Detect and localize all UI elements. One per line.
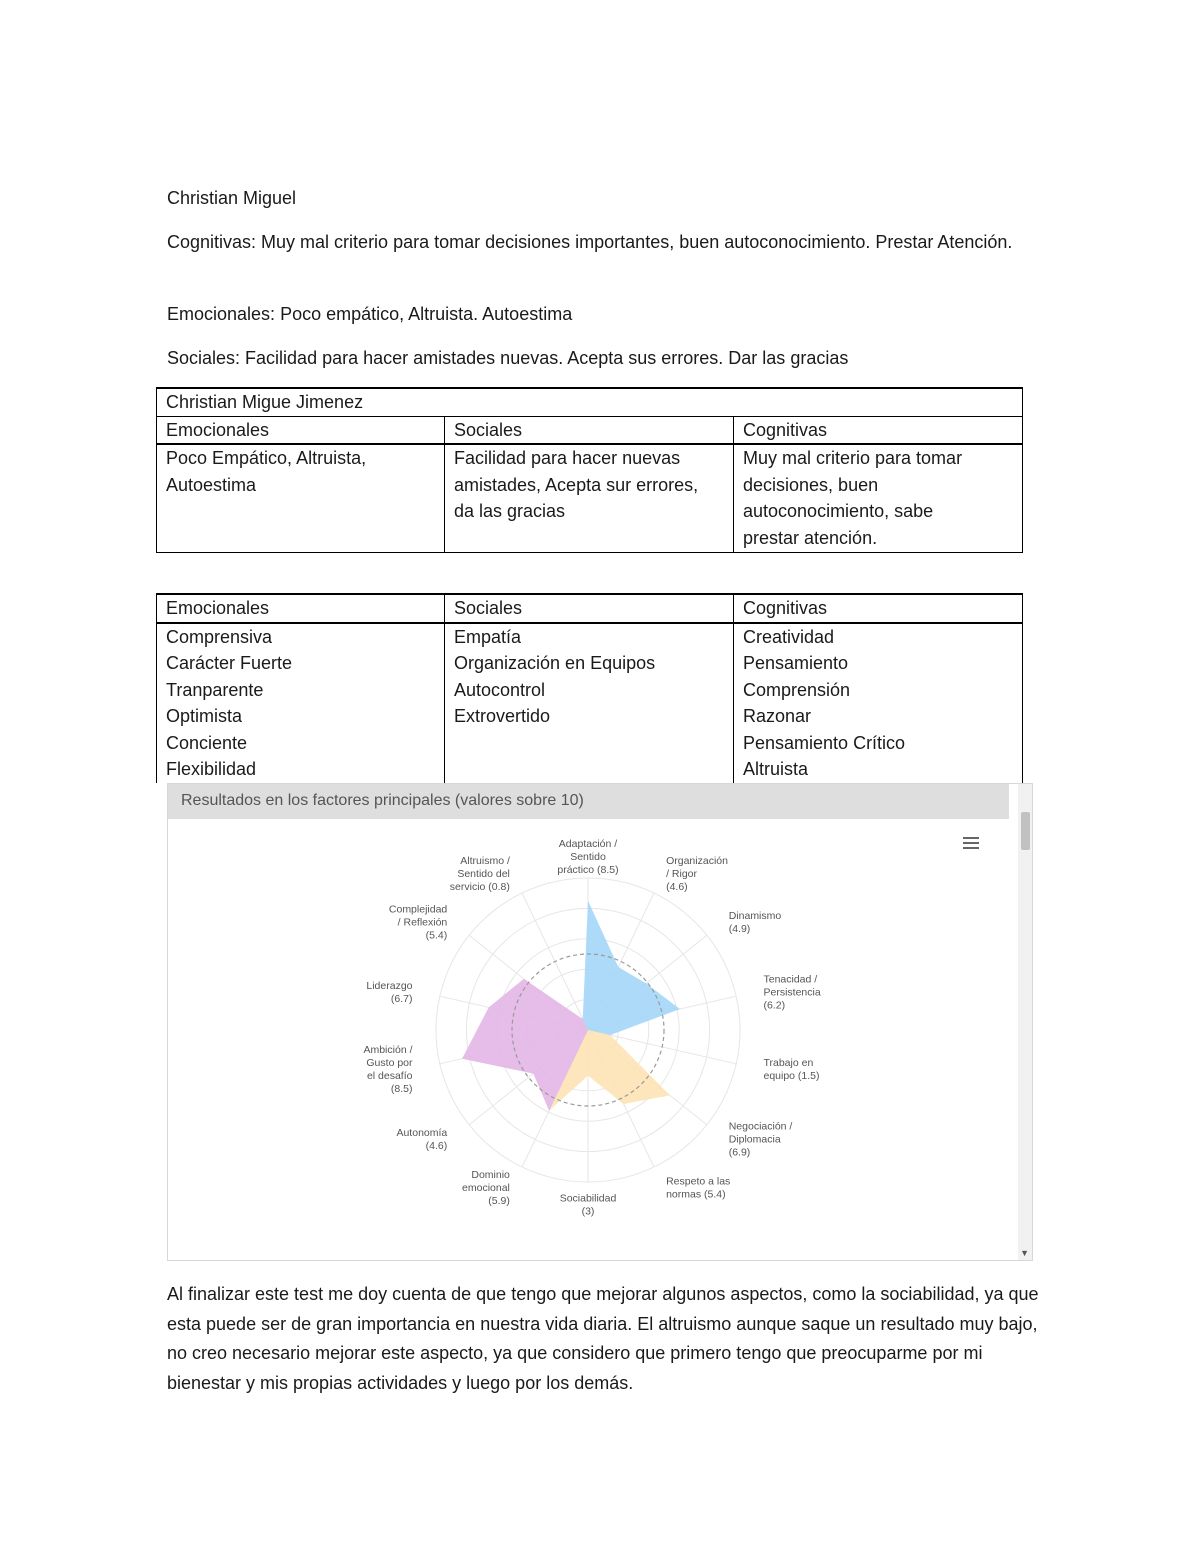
axis-label <box>763 1057 819 1082</box>
traits-header-cognitivas: Cognitivas <box>734 594 1023 623</box>
cell-line: Comprensión <box>743 679 851 700</box>
axis-label-line: / Rigor <box>666 868 698 881</box>
chart-screenshot <box>167 783 1033 1261</box>
traits-cell-emocionales <box>157 623 445 783</box>
traits-cell-cognitivas <box>734 623 1023 783</box>
axis-label-line: Ambición / <box>363 1044 413 1057</box>
axis-label-line: (6.7) <box>390 992 413 1005</box>
cell-line: da las gracias <box>454 501 566 521</box>
axis-label <box>389 904 448 942</box>
axis-label-line: (8.5) <box>390 1083 413 1096</box>
axis-label-line: Sociabilidad <box>559 1192 617 1205</box>
axis-label-line: (6.9) <box>728 1146 751 1159</box>
axis-label-line: el desafío <box>366 1070 413 1083</box>
axis-label-line: Persistencia <box>763 986 821 999</box>
summary-cell-emocionales <box>157 444 445 552</box>
axis-label-line: Gusto por <box>366 1057 413 1070</box>
axis-label-line: Tenacidad / <box>763 973 818 986</box>
axis-label-line: (6.2) <box>763 999 786 1012</box>
axis-label <box>763 973 820 1011</box>
axis-label-line: (3) <box>581 1205 595 1218</box>
axis-label-line: (4.6) <box>666 881 688 894</box>
cell-line: Pensamiento Crítico <box>743 732 906 753</box>
cell-line: prestar atención. <box>743 527 878 548</box>
profile-name: Christian Miguel <box>167 188 297 208</box>
cell-line: autoconocimiento, sabe <box>743 501 934 521</box>
cell-line: Razonar <box>743 706 812 726</box>
axis-label <box>729 910 782 935</box>
summary-cell-sociales <box>445 444 734 552</box>
cell-line: Autocontrol <box>454 679 546 700</box>
traits-header-sociales: Sociales <box>445 594 734 623</box>
traits-header-emocionales: Emocionales <box>157 594 445 623</box>
axis-label <box>450 855 510 893</box>
cell-line: Pensamiento <box>743 653 849 673</box>
summary-header-sociales: Sociales <box>445 416 734 444</box>
axis-label <box>666 855 728 893</box>
cell-line: Creatividad <box>743 626 835 647</box>
cell-line: Altruista <box>743 759 809 779</box>
axis-label-line: Sentido del <box>457 868 510 881</box>
axis-label-line: normas (5.4) <box>666 1188 726 1201</box>
axis-label-line: emocional <box>462 1181 510 1194</box>
cognitivas-text: Muy mal criterio para tomar decisiones importantes, buen autoconocimiento. Prestar Atención. <box>256 232 1013 252</box>
summary-header-emocionales: Emocionales <box>157 416 445 444</box>
axis-label-line: servicio (0.8) <box>449 881 510 894</box>
axis-label <box>462 1169 510 1207</box>
axis-label-line: Adaptación / <box>558 838 618 850</box>
conclusion-paragraph: Al finalizar este test me doy cuenta de que tengo que mejorar algunos aspectos, como la sociabilidad, ya que esta puede ser de gran importancia en nuestra vida diaria. El altruismo aunque saque un resultado muy bajo, no creo necesario mejorar este aspecto, ya que considero que primero tengo que preocuparme por mi bienestar y mis propias actividades y luego por los demás. <box>167 1284 1039 1393</box>
cell-line: Tranparente <box>166 679 264 700</box>
traits-cell-sociales <box>445 623 734 783</box>
axis-label-line: Organización <box>666 855 728 868</box>
sociales-text: Facilidad para hacer amistades nuevas. Acepta sus errores. Dar las gracias <box>240 348 849 368</box>
axis-label <box>363 1044 413 1095</box>
axis-label-line: Sentido <box>570 851 606 863</box>
axis-label-line: / Reflexión <box>397 916 448 929</box>
summary-table <box>156 387 1023 553</box>
axis-label-line: Dinamismo <box>728 910 782 923</box>
axis-label <box>396 1127 447 1152</box>
cell-line: Organización en Equipos <box>454 653 656 673</box>
traits-table <box>156 593 1023 783</box>
scroll-down-arrow-icon[interactable]: ▼ <box>1020 1248 1029 1258</box>
axis-label-line: práctico (8.5) <box>557 864 619 876</box>
axis-label-line: (5.9) <box>488 1194 510 1207</box>
axis-label-line: Complejidad <box>388 903 448 916</box>
chart-title: Resultados en los factores principales (valores sobre 10) <box>168 784 1009 819</box>
emocionales-label: Emocionales: <box>167 304 276 324</box>
emocionales-text: Poco empático, Altruista. Autoestima <box>275 304 573 324</box>
axis-label <box>557 838 618 876</box>
cell-line: Carácter Fuerte <box>166 653 293 673</box>
cell-line: amistades, Acepta sur errores, <box>454 474 699 495</box>
axis-label-line: Negociación / <box>728 1120 793 1133</box>
cell-line: Comprensiva <box>166 626 273 647</box>
axis-label-line: Dominio <box>471 1168 510 1181</box>
axis-label <box>729 1120 793 1158</box>
axis-label-line: (5.4) <box>425 929 448 942</box>
axis-label-line: Diplomacia <box>728 1133 781 1146</box>
sociales-label: Sociales: <box>167 348 241 368</box>
cell-line: Muy mal criterio para tomar <box>743 448 963 468</box>
scrollbar-thumb[interactable] <box>1021 812 1030 850</box>
cell-line: Empatía <box>454 626 522 647</box>
summary-cell-cognitivas <box>734 444 1023 552</box>
cell-line: Poco Empático, Altruista, <box>166 448 367 468</box>
axis-label-line: Autonomía <box>396 1126 448 1139</box>
summary-header-cognitivas: Cognitivas <box>734 416 1023 444</box>
emocionales-paragraph <box>167 300 1047 328</box>
cell-line: Facilidad para hacer nuevas <box>454 448 681 468</box>
axis-label-line: (4.9) <box>728 923 751 936</box>
radar-chart <box>168 819 1009 1259</box>
axis-label-line: equipo (1.5) <box>763 1070 820 1083</box>
cell-line: decisiones, buen <box>743 474 879 495</box>
axis-label-line: Liderazgo <box>366 979 413 992</box>
cell-line: Conciente <box>166 732 248 753</box>
cell-line: Extrovertido <box>454 706 551 726</box>
axis-label <box>366 980 412 1005</box>
sociales-paragraph <box>167 344 1047 372</box>
axis-label <box>666 1175 730 1200</box>
axis-label-line: Respeto a las <box>666 1175 731 1188</box>
axis-label-line: Altruismo / <box>460 855 510 868</box>
cell-line: Autoestima <box>166 474 257 495</box>
summary-table-title: Christian Migue Jimenez <box>157 388 1023 416</box>
axis-label-line: Trabajo en <box>763 1057 814 1070</box>
cell-line: Flexibilidad <box>166 759 257 779</box>
scrollbar[interactable] <box>1018 784 1032 1260</box>
cognitivas-paragraph <box>167 228 1047 256</box>
cognitivas-label: Cognitivas: <box>167 232 257 252</box>
cell-line: Optimista <box>166 706 243 726</box>
axis-label-line: (4.6) <box>425 1139 448 1152</box>
axis-label <box>560 1193 617 1218</box>
